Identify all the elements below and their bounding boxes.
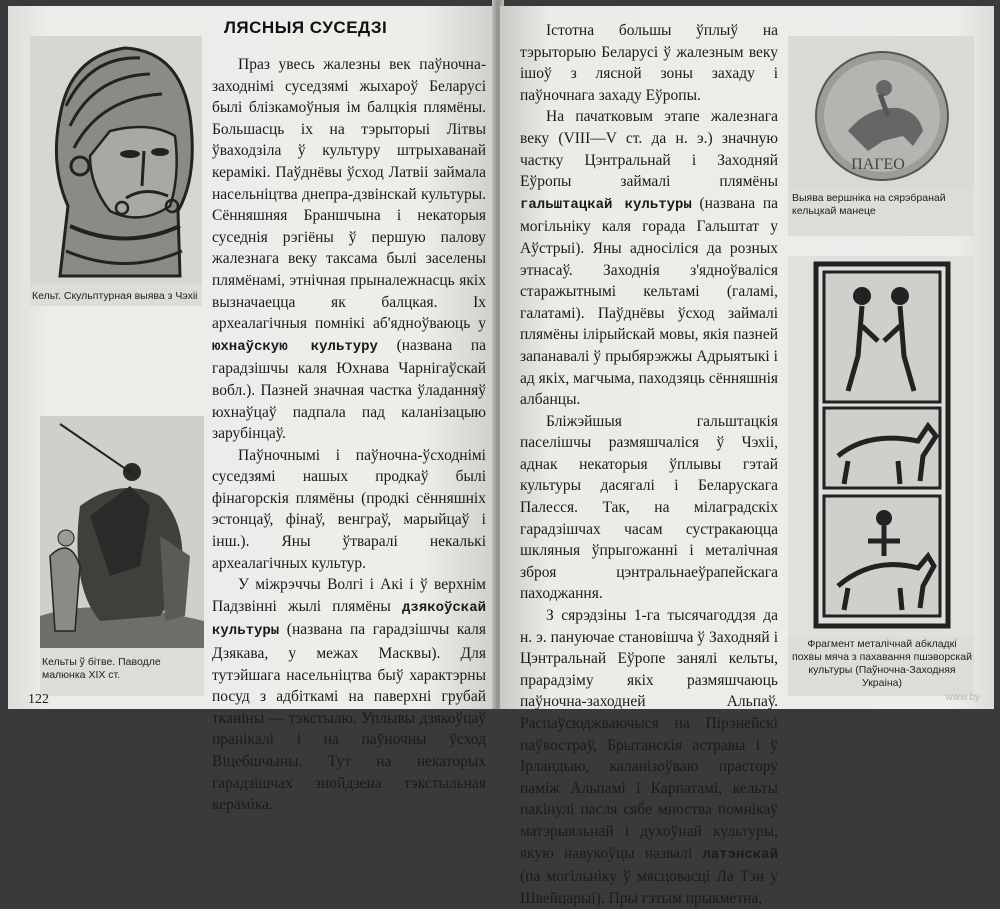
left-paragraph xyxy=(212,54,486,445)
text-segment: Істотна большы ўплыў на тэрыторыю Беларусі ў жалезным веку ішоў з лясной зоны захаду і паўночнага захаду Еўропы. xyxy=(520,22,778,104)
belt-illustration xyxy=(788,256,974,636)
belt-figure xyxy=(788,256,974,696)
right-page xyxy=(500,6,994,907)
celts-battle-illustration xyxy=(40,416,204,648)
coin-caption: Выява вершніка на сярэбранай кельцкай манеце xyxy=(792,192,946,217)
right-paragraph xyxy=(520,605,778,909)
text-segment: (названа па могільніку каля горада Гальштат у Аўстрыі). Яны адносіліся да розных этнасаў. Заходнія з'ядноўваліся старажытнымі кельтамі (галамі, галатамі). Паўднёвы ўсход займалі плямёны ілірыйскай мовы, якія пазней запанавалі ў прыбярэжжы Адрыятыкі і ад якіх, магчыма, паходзяць сённяшнія албанцы. xyxy=(520,194,778,409)
term-dzyakouskaya: дзякоўскай культуры xyxy=(212,599,486,640)
right-paragraph xyxy=(520,20,778,106)
coin-figure xyxy=(788,36,974,236)
belt-caption: Фрагмент металічнай абкладкі похвы мяча з пахавання пшэворскай культуры (Паўночна-Заходняя Украіна) xyxy=(792,638,972,689)
text-segment: У міжрэччы Волгі і Акі і ў верхнім Падзвінні жылі плямёны xyxy=(212,576,486,615)
celt-head-caption: Кельт. Скульптурная выява з Чэхіі xyxy=(32,290,198,302)
coin-illustration xyxy=(788,36,974,186)
text-segment: Праз увесь жалезны век паўночна-заходнімі суседзямі жыхароў Беларусі былі блізкамоўныя ім балцкія плямёны. Большасць іх на тэрыторыі Літвы ўваходзіла ў культуру штрыхаванай керамікі. Паўднёвы ўсход Латвіі займала насельніцтва днепра-дзвінскай культуры. Сённяшняя Браншчына і некаторыя суседнія рэгіёны ў першую палову жалезнага веку таксама былі заселены плямёнамі, этнічная прыналежнасць якіх вызначаецца як балцкая. Іх археалагічныя помнікі аб'ядноўваюць у xyxy=(212,56,486,333)
right-paragraph xyxy=(520,106,778,410)
text-segment: (па могільніку ў мясцовасці Ла Тэн у Швейцарыі). Пры гэтым прыкметна, xyxy=(520,868,778,907)
left-paragraph xyxy=(212,445,486,575)
text-segment: Паўночнымі і паўночна-ўсходнімі суседзямі нашых продкаў былі фінагорскія плямёны (продкі сённяшніх эстонцаў, фінаў, венграў, марыйцаў і інш.). Яны ўтваралі некалькі археалагічных культур. xyxy=(212,446,486,572)
term-latenskaya: латэнскай xyxy=(702,846,778,863)
right-text-column xyxy=(520,20,778,909)
page-number: 122 xyxy=(28,692,49,707)
celt-head-figure xyxy=(30,36,202,306)
term-yukhnauskaya: юхнаўскую культуру xyxy=(212,338,378,355)
text-segment: З сярэдзіны 1-га тысячагоддзя да н. э. пануючае становішча ў Заходняй і Цэнтральнай Еўропе занялі кельты, прарадзіму якіх размяшчаюць паўночна-заходней Альпаў. Распаўсюджваючыся на Пірэнейскі паўвостраў, Брытанскія астравы і ў Ірландыю, каланізоўваю прастору паміж Альпамі і Карпатамі, кельты пакінулі пасля сябе мноства помнікаў матэрыяльнай і духоўнай культуры, якую навукоўцы назвалі xyxy=(520,607,778,862)
text-segment: (названа па гарадзішчы каля Юхнава Чарнігаўскай вобл.). Пазней значная частка ўладанняў юхнаўцаў падпала пад каланізацыю зарубінцаў. xyxy=(212,336,486,443)
watermark: www.by xyxy=(945,692,980,703)
celt-head-illustration xyxy=(30,36,202,284)
term-galshtatskaya: гальштацкай культуры xyxy=(520,196,692,213)
text-segment: На пачатковым этапе жалезнага веку (VIII—V ст. да н. э.) значную частку Цэнтральнай і Заходняй Еўропы займалі плямёны xyxy=(520,108,778,191)
coin-inscription: ΠΑΓΕΟ xyxy=(851,156,905,173)
left-text-column xyxy=(212,54,486,816)
page-title: ЛЯСНЫЯ СУСЕДЗІ xyxy=(224,18,388,37)
text-segment: (названа па гарадзішчы каля Дзякава, у межах Масквы). Для тутэйшага насельніцтва быў характэрны посуд з адбіткамі на паверхні грубай тканіны — тэкстылю. Уплывы дзякоўцаў пранікалі і на паўночны ўсход Віцебшчыны. Тут на некаторых гарадзішчах знойдзена тэкстыльная кераміка. xyxy=(212,621,486,814)
left-paragraph xyxy=(212,574,486,816)
celts-battle-caption: Кельты ў бітве. Паводле малюнка XIX ст. xyxy=(42,656,161,681)
right-paragraph xyxy=(520,411,778,605)
celts-battle-figure xyxy=(40,416,204,696)
left-page xyxy=(8,6,495,814)
text-segment: Бліжэйшыя гальштацкія паселішчы размяшчаліся ў Чэхіі, аднак некаторыя ўплывы гэтай культуры дасягалі і Беларускага Палесся. Так, на мілаградскіх гарадзішчах часам сустракаюцца шкляныя ўпрыгожанні і металічная зброя цэнтральнаеўрапейскага паходжання. xyxy=(520,412,778,603)
